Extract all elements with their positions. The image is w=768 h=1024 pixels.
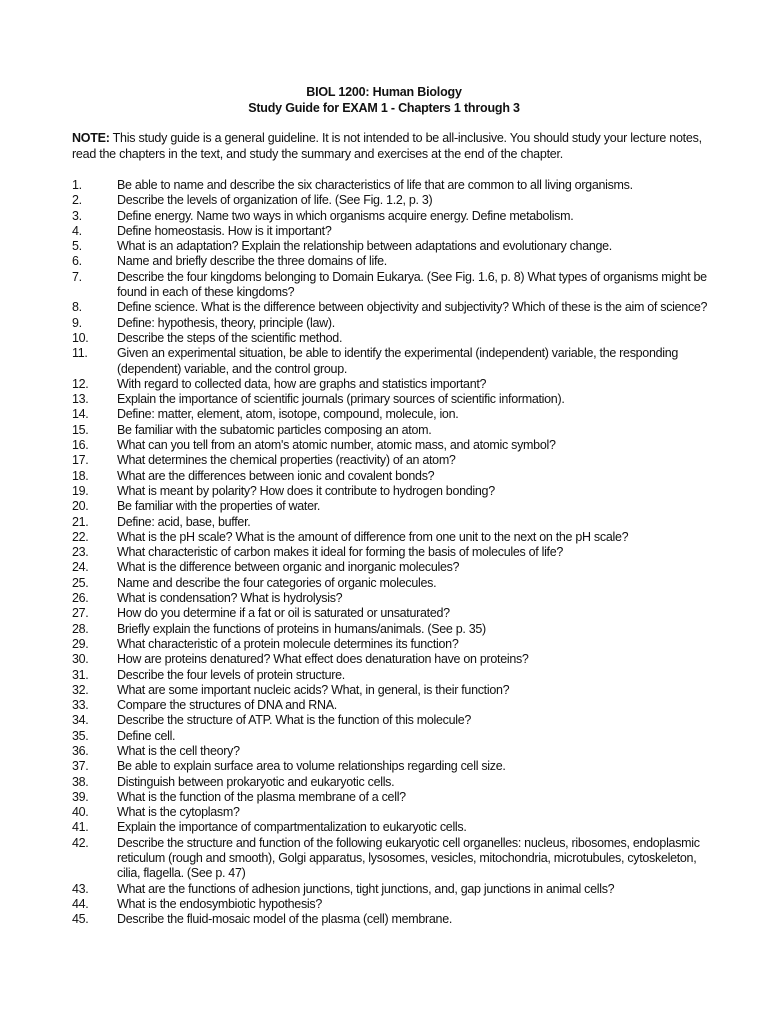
question-number: 37. [72, 759, 89, 774]
question-text: Describe the structure and function of the following eukaryotic cell organelles: nucleus, ribosomes, endoplasmic reticulum (rough and smooth), Golgi apparatus, lysosomes, vesicles, mitochondria, microtubules, cytoskeleton, cilia, flagella. (See p. 47) [117, 835, 700, 881]
question-text: What is the difference between organic and inorganic molecules? [117, 560, 460, 575]
question-number: 42. [72, 835, 89, 850]
question-number: 1. [72, 178, 82, 192]
study-question-item [72, 759, 712, 774]
study-question-item [72, 469, 712, 484]
question-number: 27. [72, 606, 89, 621]
study-question-item [72, 805, 712, 820]
question-number: 35. [72, 728, 89, 743]
study-question-item [72, 820, 712, 835]
question-number: 23. [72, 545, 89, 560]
question-text: Name and briefly describe the three domains of life. [117, 254, 387, 269]
question-number: 7. [72, 269, 82, 284]
study-question-item [72, 377, 712, 392]
question-number: 17. [72, 453, 89, 468]
study-question-item [72, 423, 712, 438]
study-guide-subtitle: Study Guide for EXAM 1 - Chapters 1 through 3 [248, 101, 520, 115]
question-text: What is meant by polarity? How does it contribute to hydrogen bonding? [117, 483, 495, 498]
question-number: 2. [72, 193, 82, 208]
study-question-item [72, 331, 712, 346]
question-text: What is the cell theory? [117, 743, 240, 758]
question-text: Define homeostasis. How is it important? [117, 223, 332, 238]
question-text: What are the functions of adhesion junctions, tight junctions, and, gap junctions in animal cells? [117, 881, 615, 896]
study-question-item [72, 484, 712, 499]
note-paragraph [72, 130, 704, 162]
question-text: Define: hypothesis, theory, principle (law). [117, 315, 335, 330]
question-text: What is the endosymbiotic hypothesis? [117, 896, 322, 911]
question-text: What are some important nucleic acids? What, in general, is their function? [117, 682, 510, 697]
question-text: Be able to name and describe the six characteristics of life that are common to all living organisms. [117, 178, 633, 192]
question-text: Briefly explain the functions of proteins in humans/animals. (See p. 35) [117, 621, 486, 636]
study-question-item [72, 652, 712, 667]
study-question-item [72, 392, 712, 407]
question-number: 11. [72, 346, 88, 361]
study-question-item [72, 254, 712, 269]
question-text: What determines the chemical properties (reactivity) of an atom? [117, 453, 456, 468]
study-question-item [72, 576, 712, 591]
study-question-item [72, 515, 712, 530]
study-question-item [72, 897, 712, 912]
study-question-item [72, 683, 712, 698]
course-title: BIOL 1200: Human Biology [306, 85, 462, 99]
question-number: 16. [72, 438, 89, 453]
document-header [0, 84, 768, 116]
question-text: How do you determine if a fat or oil is saturated or unsaturated? [117, 606, 450, 621]
question-text: Describe the fluid-mosaic model of the plasma (cell) membrane. [117, 912, 453, 927]
study-question-item [72, 209, 712, 224]
question-text: Describe the levels of organization of life. (See Fig. 1.2, p. 3) [117, 193, 433, 208]
study-question-item [72, 438, 712, 453]
question-number: 38. [72, 774, 89, 789]
study-question-item [72, 560, 712, 575]
study-question-item [72, 499, 712, 514]
study-question-item [72, 912, 712, 927]
question-number: 26. [72, 591, 89, 606]
question-text: Define cell. [117, 728, 176, 743]
question-number: 5. [72, 239, 82, 254]
question-number: 32. [72, 682, 89, 697]
study-question-item [72, 698, 712, 713]
study-question-item [72, 790, 712, 805]
study-question-item [72, 637, 712, 652]
question-number: 30. [72, 652, 89, 667]
question-text: Describe the four levels of protein structure. [117, 667, 345, 682]
question-text: What characteristic of carbon makes it ideal for forming the basis of molecules of life? [117, 545, 564, 560]
question-text: What is condensation? What is hydrolysis? [117, 591, 343, 606]
question-number: 18. [72, 468, 89, 483]
question-number: 31. [72, 667, 89, 682]
study-question-item [72, 224, 712, 239]
study-question-item [72, 713, 712, 728]
question-number: 13. [72, 392, 89, 407]
study-question-item [72, 729, 712, 744]
question-number: 29. [72, 636, 89, 651]
question-number: 36. [72, 743, 89, 758]
study-question-item [72, 606, 712, 621]
question-text: What can you tell from an atom's atomic number, atomic mass, and atomic symbol? [117, 438, 556, 453]
study-question-item [72, 300, 712, 315]
question-number: 43. [72, 881, 89, 896]
question-number: 41. [72, 820, 89, 835]
study-question-item [72, 239, 712, 254]
question-number: 12. [72, 376, 89, 391]
study-question-item [72, 668, 712, 683]
study-question-item [72, 882, 712, 897]
question-text: Explain the importance of scientific journals (primary sources of scientific information). [117, 392, 565, 407]
study-question-item [72, 193, 712, 208]
question-number: 39. [72, 789, 89, 804]
question-number: 45. [72, 912, 89, 927]
question-text: What is the cytoplasm? [117, 805, 240, 820]
question-number: 20. [72, 499, 89, 514]
question-number: 25. [72, 575, 89, 590]
study-question-item [72, 775, 712, 790]
question-number: 15. [72, 422, 89, 437]
question-text: Define: matter, element, atom, isotope, compound, molecule, ion. [117, 407, 459, 422]
question-number: 3. [72, 208, 82, 223]
question-text: Be familiar with the properties of water. [117, 499, 321, 514]
question-number: 44. [72, 896, 89, 911]
study-question-item [72, 270, 712, 301]
question-text: Define science. What is the difference between objectivity and subjectivity? Which of these is the aim of science? [117, 300, 708, 315]
question-text: Explain the importance of compartmentalization to eukaryotic cells. [117, 820, 467, 835]
question-number: 9. [72, 315, 82, 330]
question-text: Define: acid, base, buffer. [117, 514, 251, 529]
study-question-item [72, 622, 712, 637]
question-text: What is an adaptation? Explain the relationship between adaptations and evolutionary change. [117, 239, 612, 254]
study-question-item [72, 545, 712, 560]
question-number: 6. [72, 254, 82, 269]
question-number: 22. [72, 529, 89, 544]
question-number: 14. [72, 407, 89, 422]
question-text: What is the function of the plasma membrane of a cell? [117, 789, 406, 804]
study-question-list [72, 178, 712, 928]
question-number: 24. [72, 560, 89, 575]
question-number: 21. [72, 514, 89, 529]
question-text: Describe the four kingdoms belonging to Domain Eukarya. (See Fig. 1.6, p. 8) What types of organisms might be found in each of these kingdoms? [117, 269, 707, 300]
study-question-item [72, 836, 712, 882]
question-number: 40. [72, 805, 89, 820]
question-text: Define energy. Name two ways in which organisms acquire energy. Define metabolism. [117, 208, 574, 223]
question-text: How are proteins denatured? What effect does denaturation have on proteins? [117, 652, 529, 667]
question-text: Describe the steps of the scientific method. [117, 330, 343, 345]
question-text: What are the differences between ionic and covalent bonds? [117, 468, 435, 483]
question-text: What characteristic of a protein molecule determines its function? [117, 636, 459, 651]
note-label: NOTE: [72, 131, 110, 145]
question-number: 10. [72, 330, 89, 345]
study-question-item [72, 453, 712, 468]
study-question-item [72, 407, 712, 422]
question-number: 19. [72, 483, 89, 498]
study-question-item [72, 316, 712, 331]
question-text: Compare the structures of DNA and RNA. [117, 698, 337, 713]
question-text: Given an experimental situation, be able to identify the experimental (independent) variable, the responding (dependent) variable, and the control group. [117, 346, 679, 376]
note-text: This study guide is a general guideline. It is not intended to be all-inclusive. You should study your lecture notes, read the chapters in the text, and study the summary and exercises at the end of the chapter. [72, 131, 702, 161]
question-text: Distinguish between prokaryotic and eukaryotic cells. [117, 774, 395, 789]
question-number: 8. [72, 300, 82, 315]
question-number: 34. [72, 713, 89, 728]
question-text: Be familiar with the subatomic particles composing an atom. [117, 422, 432, 437]
study-question-item [72, 530, 712, 545]
question-text: Describe the structure of ATP. What is the function of this molecule? [117, 713, 472, 728]
question-number: 28. [72, 621, 89, 636]
study-question-item [72, 744, 712, 759]
study-question-item [72, 346, 712, 377]
study-question-item [72, 178, 712, 193]
question-text: With regard to collected data, how are graphs and statistics important? [117, 376, 487, 391]
question-number: 33. [72, 698, 89, 713]
question-number: 4. [72, 223, 82, 238]
question-text: Be able to explain surface area to volume relationships regarding cell size. [117, 759, 506, 774]
study-question-item [72, 591, 712, 606]
question-text: What is the pH scale? What is the amount of difference from one unit to the next on the pH scale? [117, 529, 629, 544]
question-text: Name and describe the four categories of organic molecules. [117, 575, 437, 590]
